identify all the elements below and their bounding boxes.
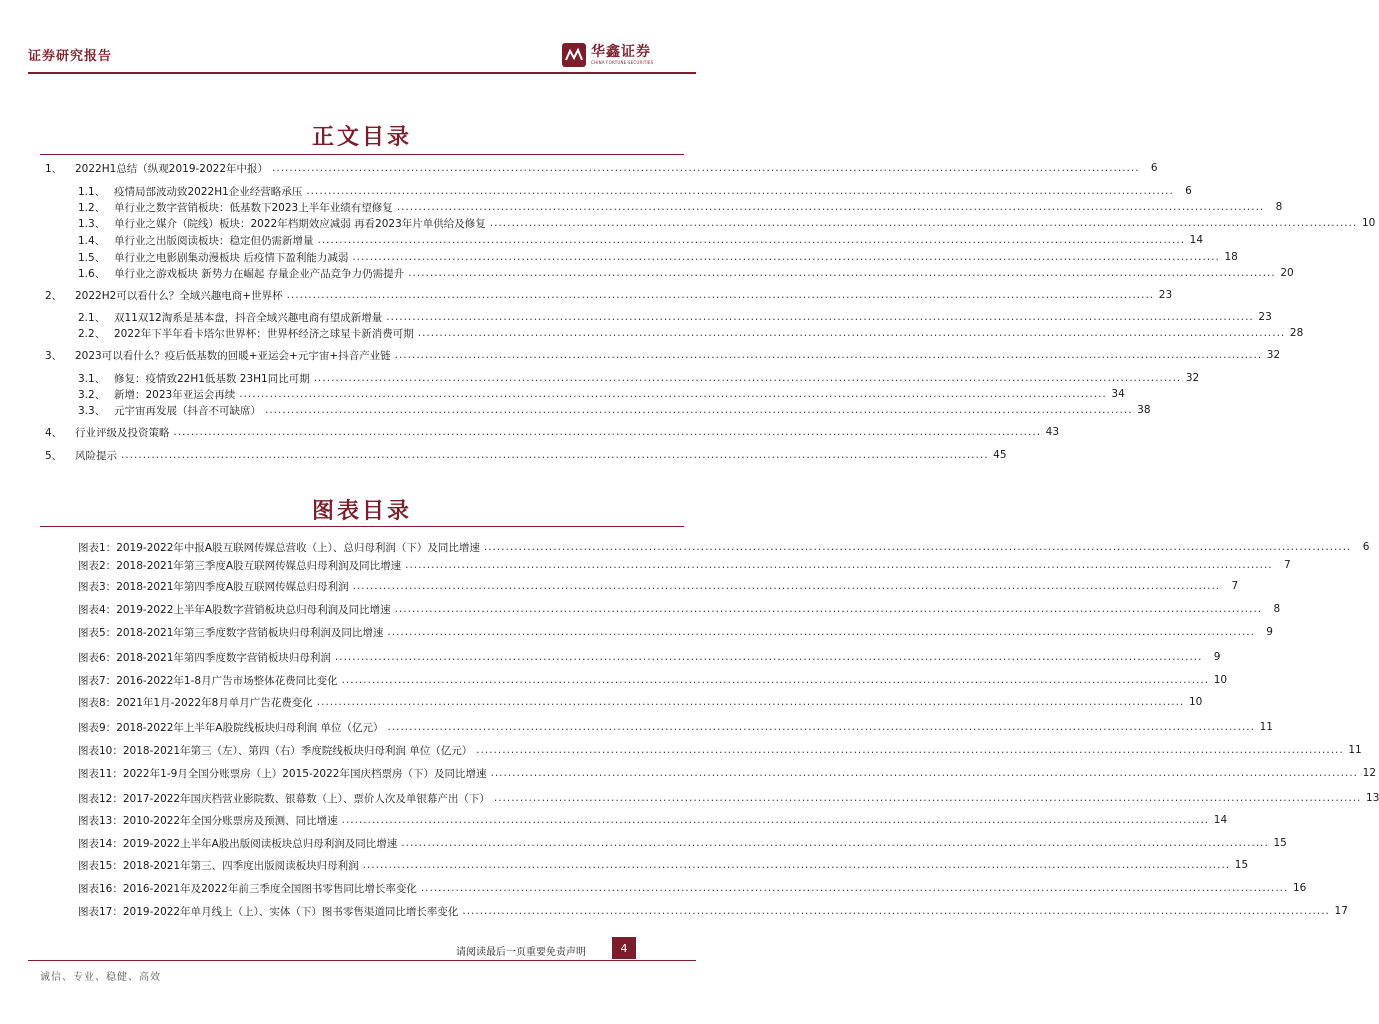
- figure-entry-page: 9: [1213, 651, 1221, 663]
- header-divider: [28, 72, 696, 74]
- report-type-label: 证券研究报告: [28, 49, 113, 64]
- figure-entry-page: 11: [1259, 721, 1273, 733]
- toc-entry-dot-leader: ........................................................................................................................................................................................................: [272, 162, 1140, 174]
- toc-entry-title: 2023可以看什么？疫后低基数的回暖+亚运会+元宇宙+抖音产业链: [75, 349, 391, 362]
- toc-entry-dot-leader: ........................................................................................................................................................................................................: [417, 327, 1286, 339]
- figure-entry-number: 图表7：: [78, 674, 117, 687]
- disclaimer-note: 请阅读最后一页重要免责声明: [456, 947, 586, 958]
- toc-entry[interactable]: [78, 265, 1294, 281]
- toc-entry-dot-leader: ........................................................................................................................................................................................................: [396, 201, 1265, 213]
- toc-entry-number: 1.4、: [78, 234, 106, 247]
- figure-entry-number: 图表12：: [78, 792, 123, 805]
- logo-chinese-name: 华鑫证券: [591, 44, 651, 60]
- toc-entry-dot-leader: ........................................................................................................................................................................................................: [121, 449, 989, 461]
- toc-entry-page: 10: [1361, 217, 1376, 229]
- figure-entry-title: 2018-2021年第三、四季度出版阅读板块归母利润: [122, 859, 359, 872]
- figure-entry-title: 2018-2021年第三季度A股互联网传媒总归母利润及同比增速: [116, 559, 402, 572]
- figure-entry[interactable]: [78, 742, 1362, 758]
- logo-icon: [562, 43, 586, 67]
- toc-entry-page: 18: [1224, 251, 1238, 263]
- company-slogan: 诚信、专业、稳健、高效: [40, 972, 161, 983]
- figure-entry-number: 图表9：: [78, 721, 117, 734]
- toc-entry-dot-leader: ........................................................................................................................................................................................................: [265, 404, 1133, 416]
- figure-entry-title: 2016-2022年1-8月广告市场整体花费同比变化: [116, 674, 338, 687]
- toc-entry-number: 5、: [45, 449, 63, 462]
- toc-entry[interactable]: [78, 370, 1200, 386]
- figure-entry[interactable]: [78, 880, 1307, 896]
- figure-entry-number: 图表14：: [78, 837, 123, 850]
- toc-entry-dot-leader: ........................................................................................................................................................................................................: [489, 217, 1358, 229]
- figure-entry-number: 图表2：: [78, 559, 117, 572]
- toc-entry-number: 1、: [45, 162, 63, 175]
- figure-entry-title: 2018-2021年第四季度A股互联网传媒总归母利润: [116, 580, 349, 593]
- figure-entry-title: 2018-2022年上半年A股院线板块归母利润 单位（亿元）: [116, 721, 384, 734]
- figure-entry-title: 2019-2022年单月线上（上）、实体（下）图书零售渠道同比增长率变化: [122, 905, 459, 918]
- toc-entry-dot-leader: ........................................................................................................................................................................................................: [313, 372, 1182, 384]
- toc-entry[interactable]: [78, 249, 1238, 265]
- toc-entry[interactable]: [45, 447, 1007, 463]
- toc-entry-dot-leader: ........................................................................................................................................................................................................: [408, 267, 1276, 279]
- figure-entry-title: 2019-2022年中报A股互联网传媒总营收（上）、总归母利润（下）及同比增速: [116, 541, 480, 554]
- toc-entry-number: 1.1、: [78, 185, 106, 198]
- toc-entry-number: 2.1、: [78, 311, 106, 324]
- toc-entry[interactable]: [78, 325, 1304, 341]
- toc-entry-dot-leader: ........................................................................................................................................................................................................: [386, 311, 1254, 323]
- figure-entry[interactable]: [78, 578, 1239, 594]
- toc-entry[interactable]: [78, 309, 1272, 325]
- figure-entry-page: 15: [1234, 859, 1249, 871]
- toc-entry-page: 32: [1266, 349, 1281, 361]
- figure-entry-dot-leader: ........................................................................................................................................................................................................: [405, 559, 1273, 571]
- toc-entry-page: 23: [1158, 289, 1173, 301]
- figure-entry-dot-leader: ........................................................................................................................................................................................................: [316, 696, 1185, 708]
- figures-title: 图表目录: [311, 498, 412, 524]
- figure-entry[interactable]: [78, 601, 1281, 617]
- figure-entry-page: 16: [1292, 882, 1307, 894]
- figure-entry-title: 2019-2022上半年A股出版阅读板块总归母利润及同比增速: [122, 837, 398, 850]
- figure-entry-dot-leader: ........................................................................................................................................................................................................: [387, 721, 1255, 733]
- figure-entry-page: 14: [1213, 814, 1228, 826]
- figure-entry-page: 17: [1334, 905, 1348, 917]
- figure-entry-number: 图表10：: [78, 744, 123, 757]
- figure-entry-page: 7: [1283, 559, 1291, 571]
- toc-entry-page: 6: [1185, 185, 1192, 197]
- toc-entry-title: 疫情局部波动致2022H1企业经营略承压: [114, 185, 303, 198]
- toc-entry-page: 34: [1111, 388, 1125, 400]
- figure-entry-title: 2016-2021年及2022年前三季度全国图书零售同比增长率变化: [122, 882, 417, 895]
- figure-entry-dot-leader: ........................................................................................................................................................................................................: [483, 541, 1352, 553]
- toc-entry-title: 新增：2023年亚运会再续: [114, 388, 236, 401]
- toc-entry-dot-leader: ........................................................................................................................................................................................................: [306, 185, 1174, 197]
- figure-entry-title: 2018-2021年第三（左）、第四（右）季度院线板块归母利润 单位（亿元）: [122, 744, 473, 757]
- figure-entry[interactable]: [78, 835, 1287, 851]
- figure-entry-title: 2021年1月-2022年8月单月广告花费变化: [116, 696, 313, 709]
- toc-entry-title: 风险提示: [75, 449, 117, 462]
- figure-entry-number: 图表11：: [78, 767, 123, 780]
- figure-entry[interactable]: [78, 790, 1379, 806]
- figure-entry-title: 2017-2022年国庆档营业影院数、银幕数（上）、票价人次及单银幕产出（下）: [122, 792, 490, 805]
- figure-entry[interactable]: [78, 765, 1377, 781]
- toc-entry-page: 23: [1258, 311, 1272, 323]
- figure-entry-dot-leader: ........................................................................................................................................................................................................: [401, 837, 1269, 849]
- toc-entry-number: 1.2、: [78, 201, 106, 214]
- toc-entry-title: 2022H2可以看什么？全域兴趣电商+世界杯: [75, 289, 283, 302]
- figure-entry[interactable]: [78, 694, 1203, 710]
- figure-entry[interactable]: [78, 812, 1228, 828]
- toc-entry[interactable]: [45, 160, 1158, 176]
- toc-entry-dot-leader: ........................................................................................................................................................................................................: [239, 388, 1107, 400]
- toc-entry-page: 38: [1137, 404, 1151, 416]
- toc-entry-dot-leader: ........................................................................................................................................................................................................: [286, 289, 1155, 301]
- figure-entry-page: 15: [1273, 837, 1287, 849]
- figure-entry-page: 11: [1348, 744, 1362, 756]
- figure-entry-page: 7: [1231, 580, 1239, 592]
- toc-entry-number: 1.3、: [78, 217, 106, 230]
- toc-entry-title: 双11双12淘系是基本盘，抖音全域兴趣电商有望成新增量: [114, 311, 383, 324]
- figure-entry-title: 2019-2022上半年A股数字营销板块总归母利润及同比增速: [116, 603, 391, 616]
- toc-entry-page: 6: [1150, 162, 1158, 174]
- toc-entry-dot-leader: ........................................................................................................................................................................................................: [173, 426, 1042, 438]
- figure-entry-number: 图表6：: [78, 651, 117, 664]
- figure-entry-number: 图表13：: [78, 814, 123, 827]
- figure-entry-number: 图表5：: [78, 626, 117, 639]
- figure-entry-title: 2018-2021年第四季度数字营销板块归母利润: [116, 651, 331, 664]
- toc-entry-page: 32: [1185, 372, 1200, 384]
- toc-entry-title: 单行业之游戏板块 新势力在崛起 存量企业产品竞争力仍需提升: [114, 267, 405, 280]
- toc-entry-number: 2、: [45, 289, 63, 302]
- figure-entry[interactable]: [78, 624, 1273, 640]
- toc-entry[interactable]: [45, 424, 1060, 440]
- toc-entry[interactable]: [45, 287, 1173, 303]
- toc-entry-page: 20: [1280, 267, 1294, 279]
- figure-entry-dot-leader: ........................................................................................................................................................................................................: [420, 882, 1289, 894]
- figure-entry-page: 8: [1273, 603, 1281, 615]
- toc-entry-title: 2022年下半年看卡塔尔世界杯：世界杯经济之球星卡新消费可期: [114, 327, 414, 340]
- figure-entry-title: 2022年1-9月全国分账票房（上）2015-2022年国庆档票房（下）及同比增速: [122, 767, 487, 780]
- figure-entry-number: 图表1：: [78, 541, 117, 554]
- toc-entry-title: 单行业之数字营销板块：低基数下2023上半年业绩有望修复: [114, 201, 393, 214]
- figure-entry-title: 2018-2021年第三季度数字营销板块归母利润及同比增速: [116, 626, 384, 639]
- figure-entry[interactable]: [78, 557, 1291, 573]
- toc-entry-number: 3.3、: [78, 404, 106, 417]
- figure-entry-title: 2010-2022年全国分账票房及预测、同比增速: [122, 814, 338, 827]
- figure-entry-number: 图表8：: [78, 696, 117, 709]
- figure-entry-page: 10: [1188, 696, 1203, 708]
- toc-entry-page: 28: [1289, 327, 1304, 339]
- figure-entry-dot-leader: ........................................................................................................................................................................................................: [476, 744, 1344, 756]
- toc-entry[interactable]: [78, 199, 1283, 215]
- company-logo: [562, 40, 653, 70]
- toc-entry-page: 8: [1275, 201, 1283, 213]
- figure-entry-dot-leader: ........................................................................................................................................................................................................: [341, 814, 1210, 826]
- toc-entry-title: 单行业之媒介（院线）板块：2022年档期效应减弱 再看2023年片单供给及修复: [114, 217, 486, 230]
- figures-title-divider: [40, 526, 684, 527]
- toc-entry-number: 3.1、: [78, 372, 106, 385]
- figure-entry-page: 12: [1362, 767, 1377, 779]
- footer-divider: [28, 960, 696, 961]
- toc-entry-dot-leader: ........................................................................................................................................................................................................: [352, 251, 1220, 263]
- figure-entry-page: 10: [1213, 674, 1228, 686]
- figure-entry[interactable]: [78, 539, 1370, 555]
- toc-entry-number: 3.2、: [78, 388, 106, 401]
- toc-entry-number: 2.2、: [78, 327, 106, 340]
- figure-entry[interactable]: [78, 719, 1273, 735]
- figure-entry-number: 图表4：: [78, 603, 117, 616]
- toc-entry[interactable]: [78, 215, 1376, 231]
- figure-entry[interactable]: [78, 903, 1348, 919]
- logo-english-name: CHINA FORTUNE SECURITIES: [591, 60, 654, 65]
- toc-entry-title: 单行业之出版阅读板块：稳定但仍需新增量: [114, 234, 314, 247]
- toc-entry-title: 行业评级及投资策略: [75, 426, 170, 439]
- contents-title-divider: [40, 154, 684, 155]
- toc-entry[interactable]: [78, 402, 1151, 418]
- figure-entry-dot-leader: ........................................................................................................................................................................................................: [493, 792, 1362, 804]
- page-number: 4: [612, 937, 636, 959]
- figure-entry-page: 13: [1366, 792, 1379, 804]
- figure-entry-dot-leader: ........................................................................................................................................................................................................: [394, 603, 1263, 615]
- toc-entry-number: 1.6、: [78, 267, 106, 280]
- figure-entry-dot-leader: ........................................................................................................................................................................................................: [387, 626, 1255, 638]
- toc-entry[interactable]: [78, 232, 1204, 248]
- figure-entry-number: 图表3：: [78, 580, 117, 593]
- figure-entry[interactable]: [78, 857, 1249, 873]
- toc-entry[interactable]: [45, 347, 1281, 363]
- toc-entry-title: 2022H1总结（纵观2019-2022年中报）: [75, 162, 269, 175]
- figure-entry-page: 9: [1266, 626, 1273, 638]
- contents-title: 正文目录: [311, 124, 412, 150]
- toc-entry-number: 3、: [45, 349, 63, 362]
- figure-entry-number: 图表17：: [78, 905, 123, 918]
- toc-entry-title: 修复：疫情致22H1低基数 23H1同比可期: [114, 372, 310, 385]
- toc-entry[interactable]: [78, 386, 1125, 402]
- figure-entry-dot-leader: ........................................................................................................................................................................................................: [362, 859, 1231, 871]
- toc-entry-title: 单行业之电影剧集动漫板块 后疫情下盈利能力减弱: [114, 251, 349, 264]
- toc-entry-title: 元宇宙再发展（抖音不可缺席）: [114, 404, 261, 417]
- toc-entry-dot-leader: ........................................................................................................................................................................................................: [394, 349, 1263, 361]
- figure-entry[interactable]: [78, 649, 1221, 665]
- toc-entry-dot-leader: ........................................................................................................................................................................................................: [317, 234, 1186, 246]
- figure-entry-dot-leader: ........................................................................................................................................................................................................: [352, 580, 1221, 592]
- toc-entry[interactable]: [78, 183, 1192, 199]
- toc-entry-page: 14: [1189, 234, 1204, 246]
- figure-entry-dot-leader: ........................................................................................................................................................................................................: [462, 905, 1330, 917]
- figure-entry-dot-leader: ........................................................................................................................................................................................................: [334, 651, 1203, 663]
- figure-entry-dot-leader: ........................................................................................................................................................................................................: [341, 674, 1210, 686]
- toc-entry-number: 1.5、: [78, 251, 106, 264]
- toc-entry-page: 45: [993, 449, 1007, 461]
- figure-entry-page: 6: [1362, 541, 1370, 553]
- figure-entry-dot-leader: ........................................................................................................................................................................................................: [490, 767, 1359, 779]
- toc-entry-number: 4、: [45, 426, 63, 439]
- toc-entry-page: 43: [1045, 426, 1060, 438]
- figure-entry-number: 图表16：: [78, 882, 123, 895]
- figure-entry-number: 图表15：: [78, 859, 123, 872]
- figure-entry[interactable]: [78, 672, 1228, 688]
